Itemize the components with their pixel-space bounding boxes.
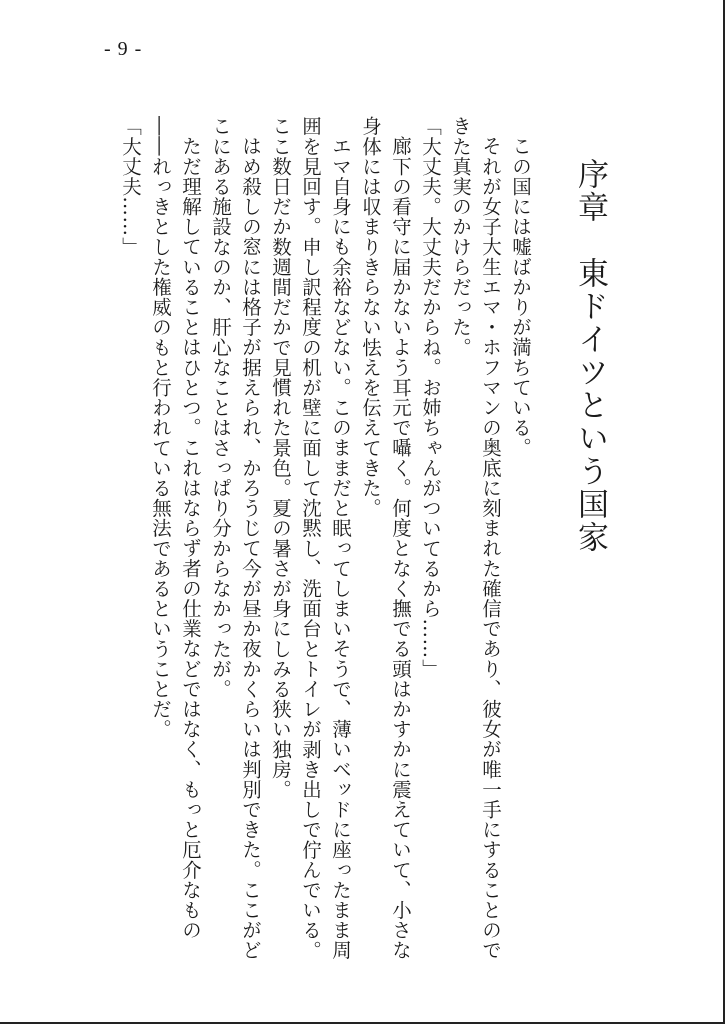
body-text (115, 116, 535, 976)
paragraph: エマ自身にも余裕などない。このままだと眠ってしまいそうで、薄いベッドに座ったまま周囲を見回す。申し訳程度の机が壁に面して沈黙し、洗面台とトイレが剥き出しで佇んでいる。ここ数日だか数週間だかで見慣れた景色。夏の暑さが身にしみる狭い独房。 (269, 116, 352, 961)
paragraph: はめ殺しの窓には格子が据えられ、かろうじて今が昼か夜かくらいは判別できた。ここがどこにある施設なのか、肝心なことはさっぱり分からなかったが。 (209, 116, 262, 960)
paragraph: ただ理解していることはひとつ。これはならず者の仕業などではなく、もっと厄介なもの――れっきとした権威のもと行われている無法であるということだ。 (149, 116, 202, 940)
paragraph: 廊下の看守に届かないよう耳元で囁く。何度となく撫でる頭はかすかに震えていて、小さな身体には収まりきらない怯えを伝えてきた。 (359, 116, 412, 960)
paragraph: この国には嘘ばかりが満ちている。 (509, 135, 532, 458)
dialogue-line: 「大丈夫。大丈夫だからね。お姉ちゃんがついてるから……」 (419, 116, 442, 679)
paragraph: それが女子大生エマ・ホフマンの奥底に刻まれた確信であり、彼女が唯一手にすることのできた真実のかけらだった。 (449, 116, 502, 960)
dialogue-line: 「大丈夫……」 (119, 116, 142, 257)
page-number: - 9 - (104, 38, 143, 60)
chapter-title: 序章 東ドイツという国家 (572, 158, 608, 554)
